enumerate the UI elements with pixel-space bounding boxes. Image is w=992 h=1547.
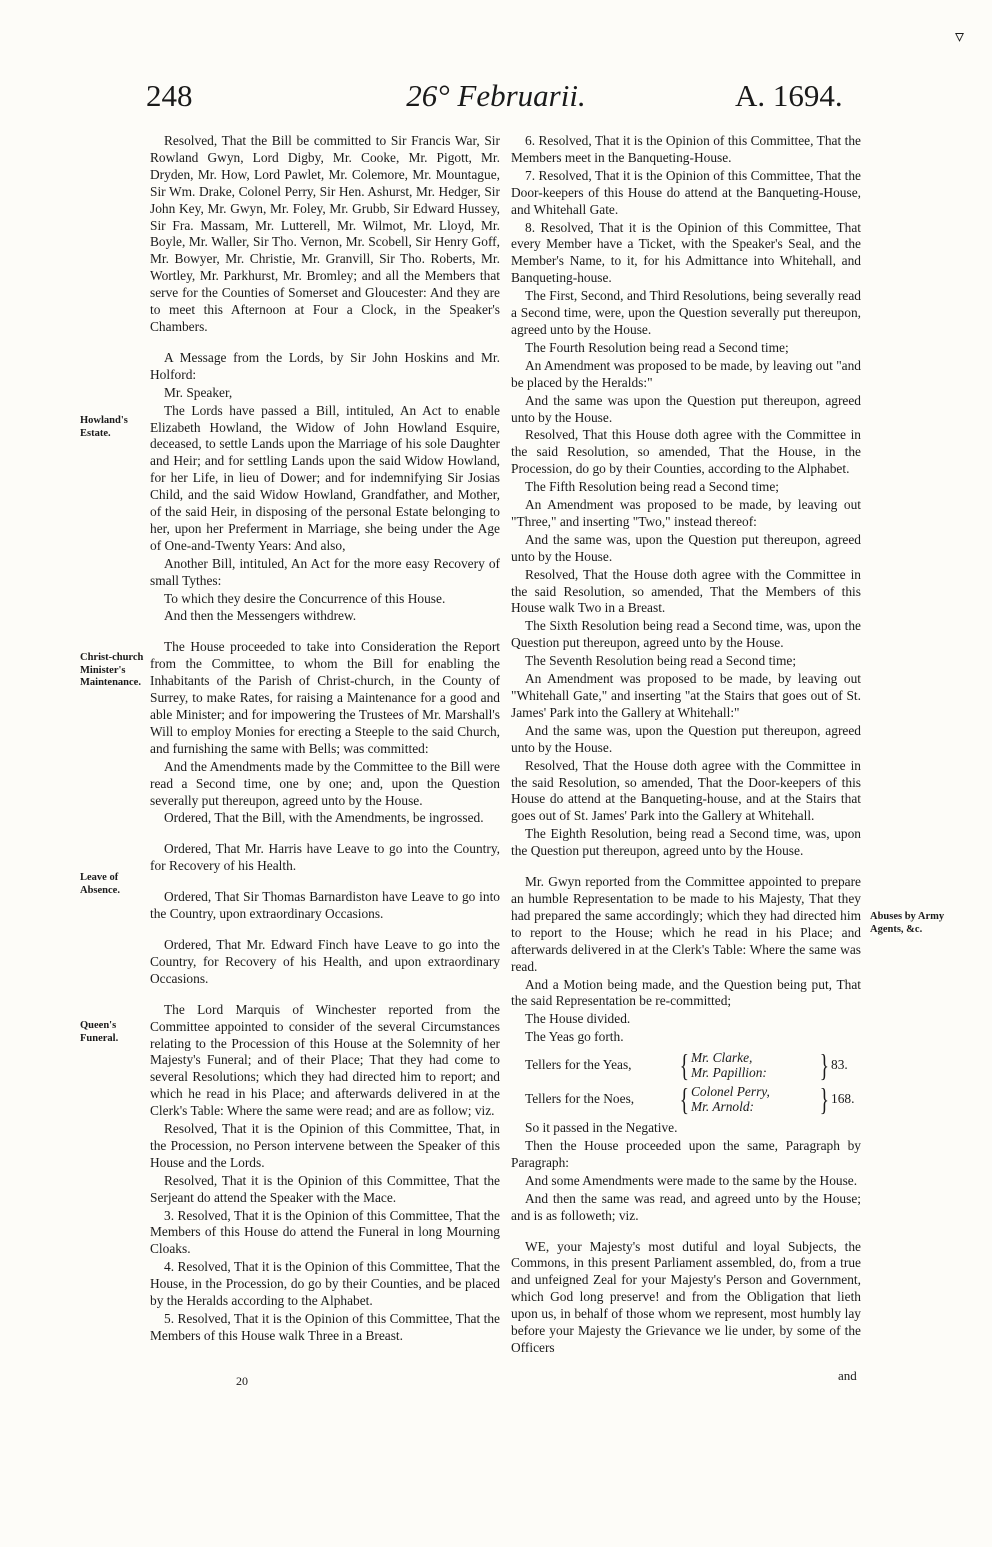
paragraph: The Lords have passed a Bill, intituled, An Act to enable Elizabeth Howland, the Widow of John Howland Esquire, deceased, to settle Lands upon the Marriage of his sole Daughter and Heir; and for settling Lands upon the said Widow Howland, for her Life, in lieu of Dower; and for indemnifying Sir Josias Child, and the said Widow Howland, Grandfather, and Mother, of the said Heir, in disposing of the personal Estate belonging to her, upon her Preferment in Marriage, she being under the Age of One-and-Twenty Years: And also, xyxy=(150,402,500,553)
paragraph: And the Amendments made by the Committee to the Bill were read a Second time, one by one; and, upon the Question severally put thereupon, agreed unto by the House. xyxy=(150,758,500,808)
paragraph: And then the same was read, and agreed unto by the House; and is as followeth; viz. xyxy=(511,1190,861,1223)
teller-names xyxy=(691,1050,817,1080)
teller-names xyxy=(691,1084,817,1114)
paragraph: 6. Resolved, That it is the Opinion of this Committee, That the Members meet in the Banqueting-House. xyxy=(511,133,861,165)
paragraph: The Sixth Resolution being read a Second time, was, upon the Question put thereupon, agreed unto by the House. xyxy=(511,618,861,651)
paragraph: And some Amendments were made to the same by the House. xyxy=(525,1172,858,1188)
margin-note-funeral: Queen's Funeral. xyxy=(80,1020,119,1044)
paragraph: The Lord Marquis of Winchester reported from the Committee appointed to consider of the several Circumstances relating to the Procession of this House at the Solemnity of her Majesty's Funeral; and of their Place; That they had come to several Resolutions; which they had directed him to report; and which he read in his Place; and afterwards delivered in at the Clerk's Table: Where the same were read; and are as follow; viz. xyxy=(150,1001,500,1119)
paragraph: Mr. Speaker, xyxy=(164,384,233,400)
teller-label: Tellers for the Noes, xyxy=(525,1090,635,1106)
paragraph: A Message from the Lords, by Sir John Hoskins and Mr. Holford: xyxy=(150,349,500,382)
paragraph: The Yeas go forth. xyxy=(525,1029,624,1045)
paragraph: 3. Resolved, That it is the Opinion of this Committee, That the Members of this House do attend the Funeral in long Mourning Cloaks. xyxy=(150,1207,500,1257)
margin-note-abuses: Abuses by Army Agents, &c. xyxy=(870,911,945,935)
paragraph: Ordered, That the Bill, with the Amendments, be ingrossed. xyxy=(164,810,484,826)
margin-note-howland: Howland's Estate. xyxy=(80,415,128,439)
margin-note-leave: Leave of Absence. xyxy=(80,872,120,896)
paragraph: The House proceeded to take into Consideration the Report from the Committee, to whom the Bill for enabling the Inhabitants of the Parish of Christ-church, in the County of Surrey, to make Rates, for raising a Maintenance for a good and able Minister; and for impowering the Trustees of Mr. Marshall's Will to employ Monies for erecting a Steeple to the said Church, and furnishing the same with Bells; was committed: xyxy=(150,639,500,756)
left-brace-icon: { xyxy=(679,1081,690,1118)
paragraph: Resolved, That this House doth agree with the Committee in the said Resolution, so amended, That the House, in the Procession, do go by their Counties, according to the Alphabet. xyxy=(511,427,861,477)
paragraph: Resolved, That it is the Opinion of this Committee, That the Serjeant do attend the Speaker with the Mace. xyxy=(150,1172,500,1205)
page-number: 248 xyxy=(146,78,193,113)
page-date-heading: 26° Februarii. xyxy=(406,78,586,113)
paragraph: Resolved, That it is the Opinion of this Committee, That, in the Procession, no Person intervene between the Speaker of this House and the Lords. xyxy=(150,1121,500,1170)
paragraph: Then the House proceeded upon the same, Paragraph by Paragraph: xyxy=(511,1138,861,1170)
paragraph: The Fourth Resolution being read a Second time; xyxy=(525,339,789,355)
paragraph: Mr. Gwyn reported from the Committee appointed to prepare an humble Representation to be made to his Majesty, That they had prepared the same accordingly; which they had directed him to report to the House; which he read in his Place; and afterwards delivered in at the Clerk's Table: Where the same was read. xyxy=(511,874,861,974)
paragraph: The Eighth Resolution, being read a Second time, was, upon the Question put thereupon, agreed unto by the House. xyxy=(511,826,861,859)
paragraph: So it passed in the Negative. xyxy=(525,1120,678,1136)
teller-name: Mr. Arnold: xyxy=(691,1099,754,1115)
paragraph: And the same was, upon the Question put thereupon, agreed unto by the House. xyxy=(511,722,861,755)
page-header xyxy=(0,78,992,128)
left-brace-icon: { xyxy=(679,1047,690,1084)
page-year: A. 1694. xyxy=(735,78,843,113)
teller-label: Tellers for the Yeas, xyxy=(525,1056,632,1072)
paragraph: 7. Resolved, That it is the Opinion of this Committee, That the Door-keepers of this House do attend at the Banqueting-House, and Whitehall Gate. xyxy=(511,167,861,217)
paragraph: An Amendment was proposed to be made, by leaving out "Three," and inserting "Two," instead thereof: xyxy=(511,497,861,529)
paragraph: 5. Resolved, That it is the Opinion of this Committee, That the Members of this House walk Three in a Breast. xyxy=(150,1311,500,1343)
corner-mark-icon: ▿ xyxy=(955,26,965,46)
tellers-yeas-row xyxy=(511,1048,861,1082)
tellers-noes-row xyxy=(511,1082,861,1116)
paragraph: And the same was upon the Question put thereupon, agreed unto by the House. xyxy=(511,392,861,425)
paragraph: WE, your Majesty's most dutiful and loyal Subjects, the Commons, in this present Parliament assembled, do, from a true and unfeigned Zeal for your Majesty's Person and Government, which God long preserve! and from the Obligation that lieth upon us, in behalf of those whom we represent, most humbly lay before your Majesty the Grievance we lie under, by some of the Officers xyxy=(511,1238,861,1355)
paragraph: 4. Resolved, That it is the Opinion of this Committee, That the House, in the Procession, do go by their Counties, and be placed by the Heralds according to the Alphabet. xyxy=(150,1259,500,1309)
paragraph: Resolved, That the House doth agree with the Committee in the said Resolution, so amended, That the Door-keepers of this House do attend at the Banqueting-house, and at the Stairs that goes out of St. James' Park into the Gallery at Whitehall. xyxy=(511,757,861,824)
tellers-block xyxy=(511,1048,861,1116)
paragraph: Ordered, That Mr. Harris have Leave to go into the Country, for Recovery of his Health. xyxy=(150,841,500,874)
paragraph: Resolved, That the House doth agree with the Committee in the said Resolution, so amended, That the Members of this House walk Two in a Breast. xyxy=(511,566,861,616)
paragraph: Resolved, That the Bill be committed to Sir Francis War, Sir Rowland Gwyn, Lord Digby, Mr. Cooke, Mr. Pigott, Mr. Dryden, Mr. How, Lord Pawlet, Mr. Colemore, Mr. Mountague, Sir Wm. Drake, Colonel Perry, Sir Hen. Ashurst, Mr. Hedger, Sir John Key, Mr. Gwyn, Mr. Foley, Mr. Grubb, Sir Edward Hussey, Sir Fra. Massam, Mr. Lutterell, Mr. Wilmot, Mr. Lloyd, Mr. Boyle, Mr. Waller, Sir Tho. Vernon, Mr. Scobell, Sir Henry Goff, Mr. Bowyer, Mr. Christie, Mr. Granvill, Sir Tho. Roberts, Mr. Wortley, Mr. Parkhurst, Mr. Bromley; and all the Members that serve for the Counties of Somerset and Gloucester: And they are to meet this Afternoon at Four a Clock, in the Speaker's Chambers. xyxy=(150,133,500,334)
left-column xyxy=(150,133,500,1345)
margin-note-christ-church: Christ-church Minister's Maintenance. xyxy=(80,652,144,688)
paragraph: An Amendment was proposed to be made, by leaving out "Whitehall Gate," and inserting "at the Stairs that goes out of St. James' Park into the Gallery at Whitehall:" xyxy=(511,671,861,720)
teller-count: 83. xyxy=(831,1056,848,1072)
paragraph: Ordered, That Sir Thomas Barnardiston have Leave to go into the Country, upon extraordinary Occasions. xyxy=(150,889,500,922)
teller-name: Colonel Perry, xyxy=(691,1084,770,1100)
teller-name: Mr. Papillion: xyxy=(691,1065,767,1081)
paragraph: And then the Messengers withdrew. xyxy=(164,608,357,624)
paragraph: And a Motion being made, and the Question being put, That the said Representation be re-committed; xyxy=(511,976,861,1009)
right-brace-icon: } xyxy=(819,1047,830,1084)
right-brace-icon: } xyxy=(819,1081,830,1118)
teller-name: Mr. Clarke, xyxy=(691,1050,753,1066)
paragraph: The Seventh Resolution being read a Second time; xyxy=(525,653,797,669)
catchword: and xyxy=(838,1368,857,1383)
paragraph: 8. Resolved, That it is the Opinion of this Committee, That every Member have a Ticket, with the Speaker's Seal, and the Member's Name, to it, for his Admittance into Whitehall, and Banqueting-house. xyxy=(511,219,861,286)
paragraph: Another Bill, intituled, An Act for the more easy Recovery of small Tythes: xyxy=(150,555,500,588)
right-column xyxy=(511,133,861,1357)
paragraph: And the same was, upon the Question put thereupon, agreed unto by the House. xyxy=(511,531,861,564)
teller-count: 168. xyxy=(831,1090,855,1106)
paragraph: The Fifth Resolution being read a Second time; xyxy=(525,479,779,495)
paragraph: Ordered, That Mr. Edward Finch have Leave to go into the Country, for Recovery of his Health, and upon extraordinary Occasions. xyxy=(150,936,500,986)
paragraph: To which they desire the Concurrence of this House. xyxy=(164,590,446,606)
paragraph: The House divided. xyxy=(525,1011,631,1027)
paragraph: An Amendment was proposed to be made, by leaving out "and be placed by the Heralds:" xyxy=(511,357,861,390)
paragraph: The First, Second, and Third Resolutions, being severally read a Second time, were, upon the Question severally put thereupon, agreed unto by the House. xyxy=(511,288,861,337)
signature-mark: 20 xyxy=(236,1374,248,1388)
